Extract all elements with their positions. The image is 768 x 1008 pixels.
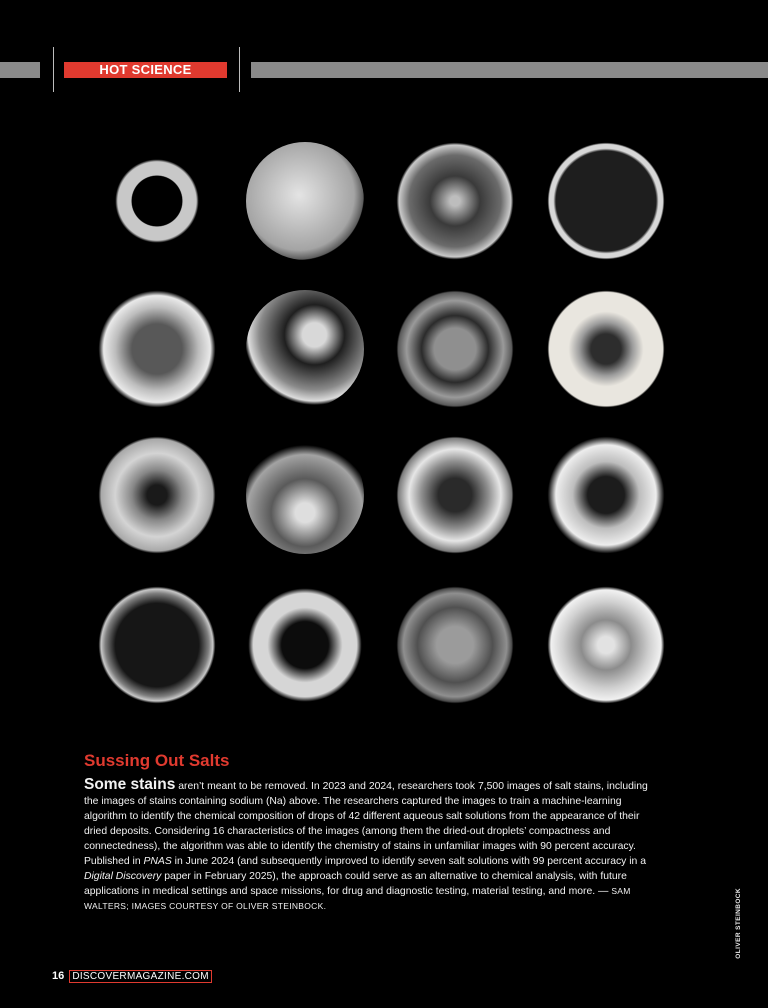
header-rule-right — [251, 62, 768, 78]
body-text-1: aren’t meant to be removed. In 2023 and 2024, researchers took 7,500 images of salt stains, including the images of stains containing sodium (Na) above. The researchers captured the images to train a machine-learning algorithm to identify the chemical composition of drops of 42 different aqueous salt solutions from the appearance of their dried deposits. Considering 16 characteristics of the images (among them the dried-out droplets’ compactness and connectedness), the algorithm was able to identify the chemistry of stains in unfamiliar images with 90 percent accuracy. Published in — [84, 781, 648, 867]
salt-stain-image — [246, 290, 364, 408]
salt-stain-image — [547, 586, 665, 704]
salt-stain-image — [246, 142, 364, 260]
salt-stain-image — [396, 586, 514, 704]
salt-stain-image — [396, 290, 514, 408]
salt-stain-image — [246, 436, 364, 554]
salt-stain-image — [98, 290, 216, 408]
header-rule-left — [0, 62, 40, 78]
salt-stain-image — [547, 290, 665, 408]
header-divider-right — [239, 47, 240, 92]
article-body — [84, 777, 660, 914]
article-credit: SAM WALTERS; IMAGES COURTESY OF OLIVER STEINBOCK. — [84, 886, 631, 911]
header-divider-left — [53, 47, 54, 92]
body-text-3: paper in February 2025), the approach could serve as an alternative to chemical analysis, with future applications in medical settings and space missions, for drug and diagnostic testing, material testing, and more. — — [84, 871, 627, 897]
photo-credit: OLIVER STEINBOCK — [735, 888, 742, 959]
page-number: 16 — [52, 970, 65, 982]
salt-stain-image — [547, 142, 665, 260]
section-tag: HOT SCIENCE — [64, 62, 227, 78]
salt-stain-image — [396, 436, 514, 554]
salt-stain-image — [547, 436, 665, 554]
article-headline: Sussing Out Salts — [84, 751, 230, 770]
body-text-2: in June 2024 (and subsequently improved to identify seven salt solutions with 99 percent accuracy in a — [171, 856, 647, 867]
journal-name-2: Digital Discovery — [84, 871, 162, 882]
salt-stain-image — [98, 436, 216, 554]
site-link[interactable]: DISCOVERMAGAZINE.COM — [69, 970, 212, 983]
article-lead: Some stains — [84, 776, 176, 793]
journal-name-1: PNAS — [143, 856, 172, 867]
salt-stain-image — [396, 142, 514, 260]
salt-stain-image — [98, 142, 216, 260]
page-footer — [52, 970, 212, 982]
salt-stain-image — [98, 586, 216, 704]
salt-stain-image — [246, 586, 364, 704]
